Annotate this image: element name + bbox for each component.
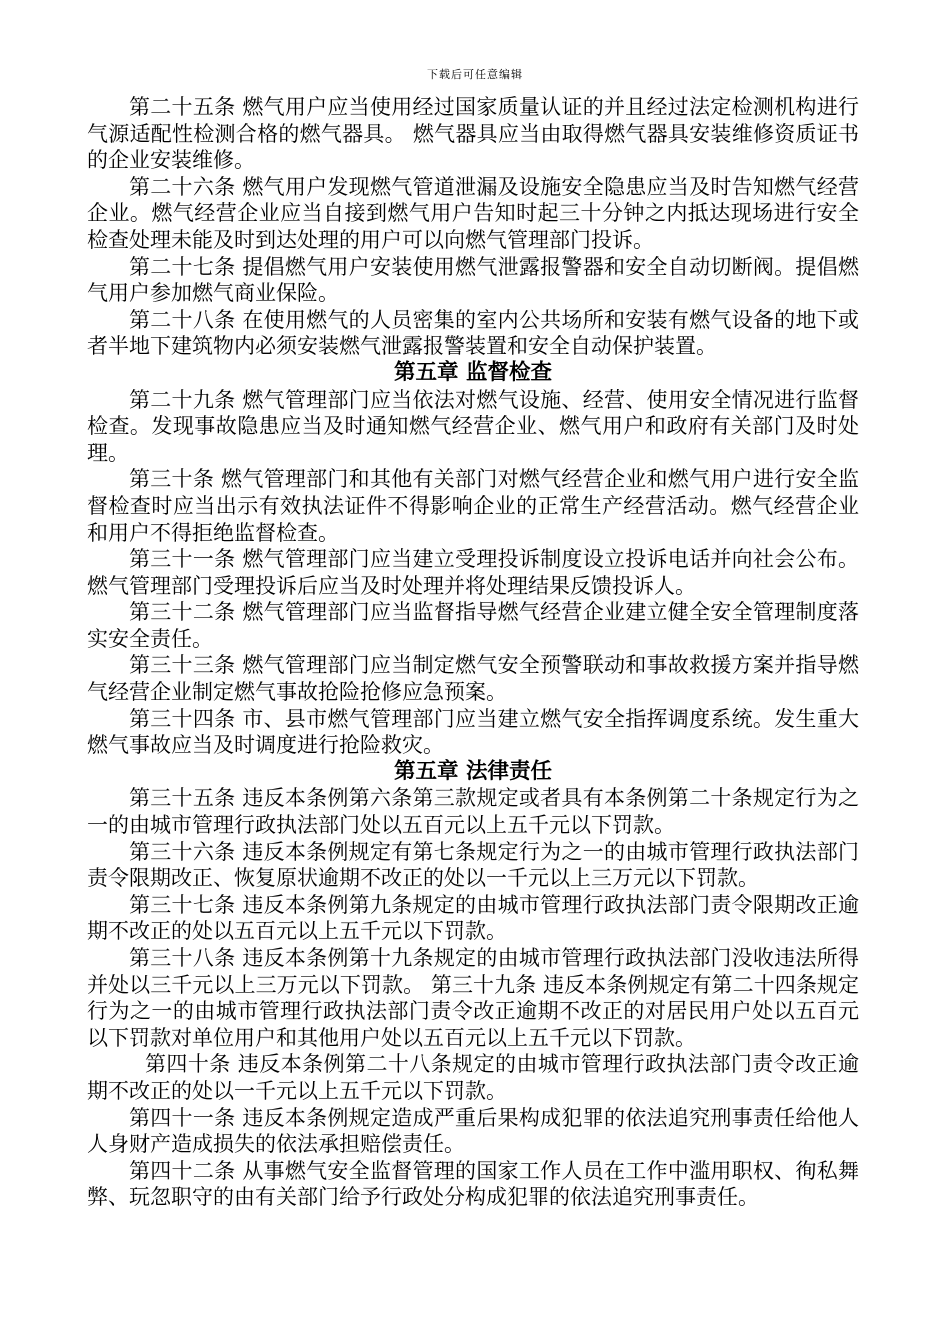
article-paragraph: 第三十条 燃气管理部门和其他有关部门对燃气经营企业和燃气用户进行安全监督检查时应当出示有效执法证件不得影响企业的正常生产经营活动。燃气经营企业和用户不得拒绝监督检查。 bbox=[87, 467, 859, 545]
article-paragraph: 第三十八条 违反本条例第十九条规定的由城市管理行政执法部门没收违法所得并处以三千元以上三万元以下罚款。 第三十九条 违反本条例规定有第二十四条规定行为之一的由城市管理行政执法部门责令改正逾期不改正的对居民用户处以五百元以下罚款对单位用户和其他用户处以五百元以上五千元以下罚款。 bbox=[87, 946, 859, 1050]
article-paragraph: 第三十三条 燃气管理部门应当制定燃气安全预警联动和事故救援方案并指导燃气经营企业制定燃气事故抢险抢修应急预案。 bbox=[87, 653, 859, 705]
article-paragraph: 第二十六条 燃气用户发现燃气管道泄漏及设施安全隐患应当及时告知燃气经营企业。燃气经营企业应当自接到燃气用户告知时起三十分钟之内抵达现场进行安全检查处理未能及时到达处理的用户可以向燃气管理部门投诉。 bbox=[87, 174, 859, 252]
article-paragraph: 第四十一条 违反本条例规定造成严重后果构成犯罪的依法追究刑事责任给他人人身财产造成损失的依法承担赔偿责任。 bbox=[87, 1105, 859, 1157]
article-paragraph: 第三十七条 违反本条例第九条规定的由城市管理行政执法部门责令限期改正逾期不改正的处以五百元以上五千元以下罚款。 bbox=[87, 892, 859, 944]
article-paragraph: 第二十八条 在使用燃气的人员密集的室内公共场所和安装有燃气设备的地下或者半地下建筑物内必须安装燃气泄露报警装置和安全自动保护装置。 bbox=[87, 307, 859, 359]
article-paragraph: 第三十一条 燃气管理部门应当建立受理投诉制度设立投诉电话并向社会公布。燃气管理部门受理投诉后应当及时处理并将处理结果反馈投诉人。 bbox=[87, 547, 859, 598]
article-paragraph: 第三十四条 市、县市燃气管理部门应当建立燃气安全指挥调度系统。发生重大燃气事故应当及时调度进行抢险救灾。 bbox=[87, 706, 859, 758]
article-paragraph: 第二十七条 提倡燃气用户安装使用燃气泄露报警器和安全自动切断阀。提倡燃气用户参加燃气商业保险。 bbox=[87, 254, 859, 306]
article-paragraph: 第四十条 违反本条例第二十八条规定的由城市管理行政执法部门责令改正逾期不改正的处以一千元以上五千元以下罚款。 bbox=[87, 1052, 859, 1103]
article-paragraph: 第二十九条 燃气管理部门应当依法对燃气设施、经营、使用安全情况进行监督检查。发现事故隐患应当及时通知燃气经营企业、燃气用户和政府有关部门及时处理。 bbox=[87, 387, 859, 465]
chapter-heading: 第五章 监督检查 bbox=[394, 359, 552, 385]
document-body bbox=[87, 94, 859, 1211]
article-paragraph: 第二十五条 燃气用户应当使用经过国家质量认证的并且经过法定检测机构进行气源适配性检测合格的燃气器具。 燃气器具应当由取得燃气器具安装维修资质证书的企业安装维修。 bbox=[87, 95, 859, 173]
article-paragraph: 第三十五条 违反本条例第六条第三款规定或者具有本条例第二十条规定行为之一的由城市管理行政执法部门处以五百元以上五千元以下罚款。 bbox=[87, 786, 859, 838]
article-paragraph: 第三十二条 燃气管理部门应当监督指导燃气经营企业建立健全安全管理制度落实安全责任。 bbox=[87, 600, 859, 651]
article-paragraph: 第四十二条 从事燃气安全监督管理的国家工作人员在工作中滥用职权、徇私舞弊、玩忽职守的由有关部门给予行政处分构成犯罪的依法追究刑事责任。 bbox=[87, 1158, 859, 1210]
article-paragraph: 第三十六条 违反本条例规定有第七条规定行为之一的由城市管理行政执法部门责令限期改正、恢复原状逾期不改正的处以一千元以上三万元以下罚款。 bbox=[87, 839, 859, 891]
chapter-heading: 第五章 法律责任 bbox=[394, 758, 552, 784]
page-header: 下载后可任意编辑 bbox=[427, 68, 523, 81]
